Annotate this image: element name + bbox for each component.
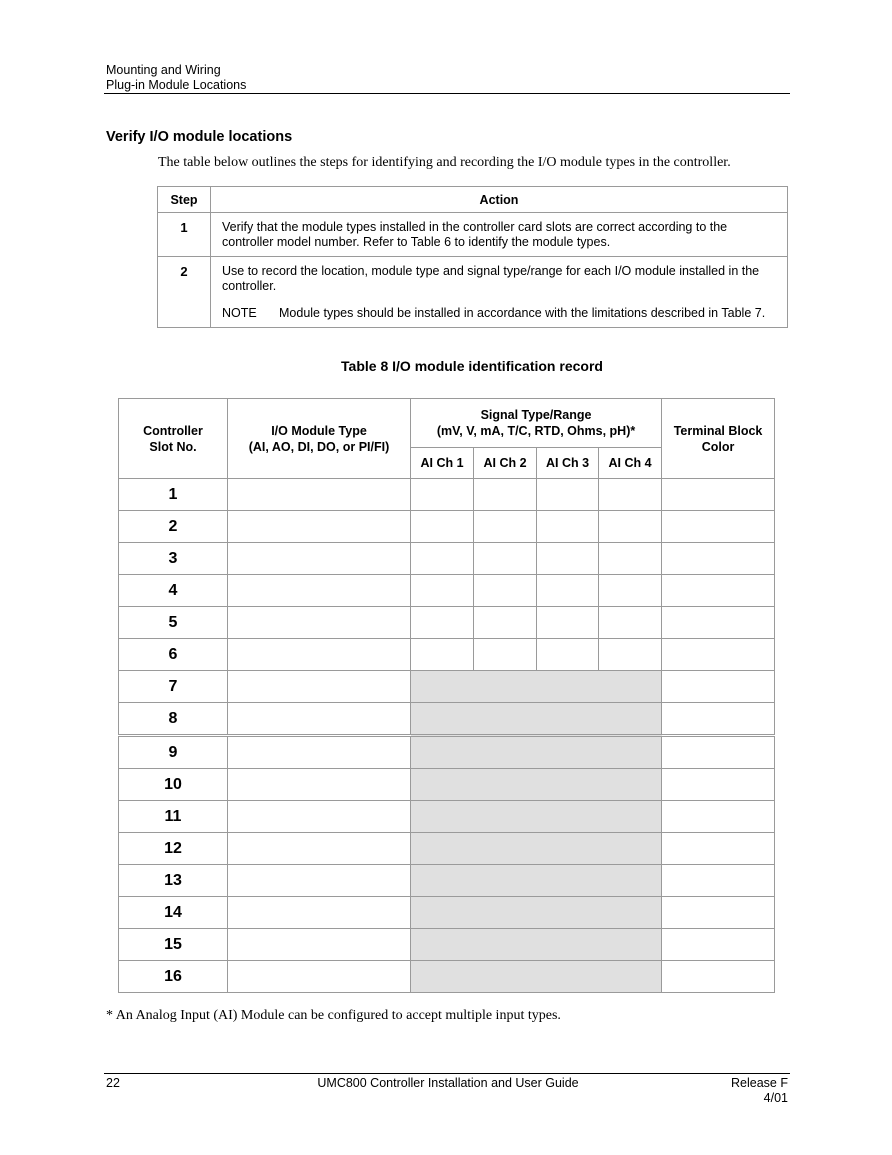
unused-signal-cell <box>411 671 662 703</box>
slot-row <box>119 801 775 833</box>
table-caption: Table 8 I/O module identification record <box>341 358 603 374</box>
channel-cell <box>599 639 662 671</box>
terminal-color-cell <box>662 801 775 833</box>
module-type-cell <box>228 575 411 607</box>
action-column-header: Action <box>211 187 788 213</box>
channel-cell <box>537 575 599 607</box>
module-type-cell <box>228 961 411 993</box>
slot-row <box>119 575 775 607</box>
module-type-cell <box>228 897 411 929</box>
footer-release <box>731 1076 788 1106</box>
terminal-color-column-header: Terminal Block Color <box>662 399 775 479</box>
channel-header: AI Ch 2 <box>474 448 537 479</box>
channel-cell <box>599 575 662 607</box>
terminal-color-cell <box>662 479 775 511</box>
unused-signal-cell <box>411 897 662 929</box>
module-type-cell <box>228 769 411 801</box>
terminal-color-cell <box>662 736 775 769</box>
step-action <box>211 213 788 257</box>
channel-cell <box>474 479 537 511</box>
channel-cell <box>537 479 599 511</box>
step-column-header: Step <box>158 187 211 213</box>
channel-cell <box>474 575 537 607</box>
module-type-cell <box>228 479 411 511</box>
slot-row <box>119 511 775 543</box>
channel-cell <box>411 607 474 639</box>
slot-row <box>119 833 775 865</box>
unused-signal-cell <box>411 703 662 736</box>
channel-cell <box>599 543 662 575</box>
terminal-color-cell <box>662 769 775 801</box>
slot-number: 11 <box>119 801 228 833</box>
module-type-cell <box>228 703 411 736</box>
slot-number: 3 <box>119 543 228 575</box>
step-action-text: Use to record the location, module type and signal type/range for each I/O module installed in the controller. <box>222 264 760 293</box>
header-chapter: Mounting and Wiring <box>106 63 221 77</box>
footer-title: UMC800 Controller Installation and User Guide <box>317 1076 579 1090</box>
slot-row <box>119 929 775 961</box>
module-type-cell <box>228 543 411 575</box>
channel-cell <box>411 543 474 575</box>
step-row <box>158 213 788 257</box>
channel-cell <box>537 543 599 575</box>
slot-row <box>119 671 775 703</box>
terminal-color-cell <box>662 639 775 671</box>
terminal-color-cell <box>662 671 775 703</box>
slot-number: 6 <box>119 639 228 671</box>
step-row <box>158 257 788 328</box>
channel-cell <box>411 511 474 543</box>
slot-number: 5 <box>119 607 228 639</box>
intro-paragraph: The table below outlines the steps for identifying and recording the I/O module types in the controller. <box>158 155 731 170</box>
footnote: * An Analog Input (AI) Module can be configured to accept multiple input types. <box>106 1008 561 1023</box>
terminal-color-cell <box>662 511 775 543</box>
slot-row <box>119 961 775 993</box>
footer-rule <box>104 1073 790 1074</box>
step-action <box>211 257 788 328</box>
channel-cell <box>411 639 474 671</box>
slot-number: 9 <box>119 736 228 769</box>
module-type-cell <box>228 671 411 703</box>
module-type-cell <box>228 929 411 961</box>
slot-number: 1 <box>119 479 228 511</box>
module-type-cell <box>228 736 411 769</box>
slot-row <box>119 703 775 736</box>
module-type-cell <box>228 801 411 833</box>
slot-row <box>119 897 775 929</box>
step-number: 1 <box>158 213 211 257</box>
channel-cell <box>537 511 599 543</box>
terminal-color-cell <box>662 607 775 639</box>
slot-number: 8 <box>119 703 228 736</box>
step-note <box>222 306 777 321</box>
slot-number: 16 <box>119 961 228 993</box>
terminal-color-cell <box>662 703 775 736</box>
channel-cell <box>411 575 474 607</box>
page-number: 22 <box>106 1076 120 1090</box>
running-header <box>106 63 246 93</box>
module-type-column-header: I/O Module Type (AI, AO, DI, DO, or PI/FI) <box>228 399 411 479</box>
module-type-cell <box>228 833 411 865</box>
header-rule <box>104 93 790 94</box>
module-type-cell <box>228 639 411 671</box>
io-module-record-table <box>118 398 775 993</box>
section-title: Verify I/O module locations <box>106 129 293 145</box>
unused-signal-cell <box>411 736 662 769</box>
module-type-cell <box>228 607 411 639</box>
module-type-cell <box>228 511 411 543</box>
steps-header-row <box>158 187 788 213</box>
unused-signal-cell <box>411 833 662 865</box>
terminal-color-cell <box>662 833 775 865</box>
channel-cell <box>474 511 537 543</box>
channel-cell <box>599 511 662 543</box>
channel-cell <box>599 607 662 639</box>
channel-header: AI Ch 3 <box>537 448 599 479</box>
note-text: Module types should be installed in accordance with the limitations described in Table 7. <box>279 306 766 320</box>
release-date: 4/01 <box>763 1091 788 1105</box>
channel-cell <box>474 607 537 639</box>
module-type-cell <box>228 865 411 897</box>
record-table-body <box>119 479 775 993</box>
channel-cell <box>537 607 599 639</box>
slot-row <box>119 736 775 769</box>
unused-signal-cell <box>411 961 662 993</box>
slot-row <box>119 479 775 511</box>
steps-table <box>157 186 788 328</box>
terminal-color-cell <box>662 929 775 961</box>
slot-number: 2 <box>119 511 228 543</box>
channel-cell <box>411 479 474 511</box>
unused-signal-cell <box>411 801 662 833</box>
terminal-color-cell <box>662 865 775 897</box>
slot-number: 13 <box>119 865 228 897</box>
channel-header: AI Ch 1 <box>411 448 474 479</box>
slot-number: 10 <box>119 769 228 801</box>
header-section: Plug-in Module Locations <box>106 78 247 92</box>
terminal-color-cell <box>662 543 775 575</box>
channel-cell <box>599 479 662 511</box>
slot-number: 14 <box>119 897 228 929</box>
terminal-color-cell <box>662 575 775 607</box>
slot-row <box>119 865 775 897</box>
terminal-color-cell <box>662 897 775 929</box>
slot-row <box>119 607 775 639</box>
slot-row <box>119 543 775 575</box>
channel-cell <box>474 639 537 671</box>
release-label: Release F <box>731 1076 788 1090</box>
unused-signal-cell <box>411 865 662 897</box>
unused-signal-cell <box>411 929 662 961</box>
note-label: NOTE <box>222 306 257 320</box>
slot-number: 4 <box>119 575 228 607</box>
channel-cell <box>537 639 599 671</box>
slot-number: 7 <box>119 671 228 703</box>
step-action-text: Verify that the module types installed in the controller card slots are correct according to the controller model number. Refer to Table 6 to identify the module types. <box>222 220 728 249</box>
channel-header: AI Ch 4 <box>599 448 662 479</box>
slot-number: 15 <box>119 929 228 961</box>
slot-number: 12 <box>119 833 228 865</box>
slot-column-header: Controller Slot No. <box>119 399 228 479</box>
unused-signal-cell <box>411 769 662 801</box>
slot-row <box>119 639 775 671</box>
slot-row <box>119 769 775 801</box>
terminal-color-cell <box>662 961 775 993</box>
channel-cell <box>474 543 537 575</box>
signal-type-column-header: Signal Type/Range (mV, V, mA, T/C, RTD, Ohms, pH)* <box>411 399 662 448</box>
step-number: 2 <box>158 257 211 328</box>
record-header-row <box>119 399 775 448</box>
